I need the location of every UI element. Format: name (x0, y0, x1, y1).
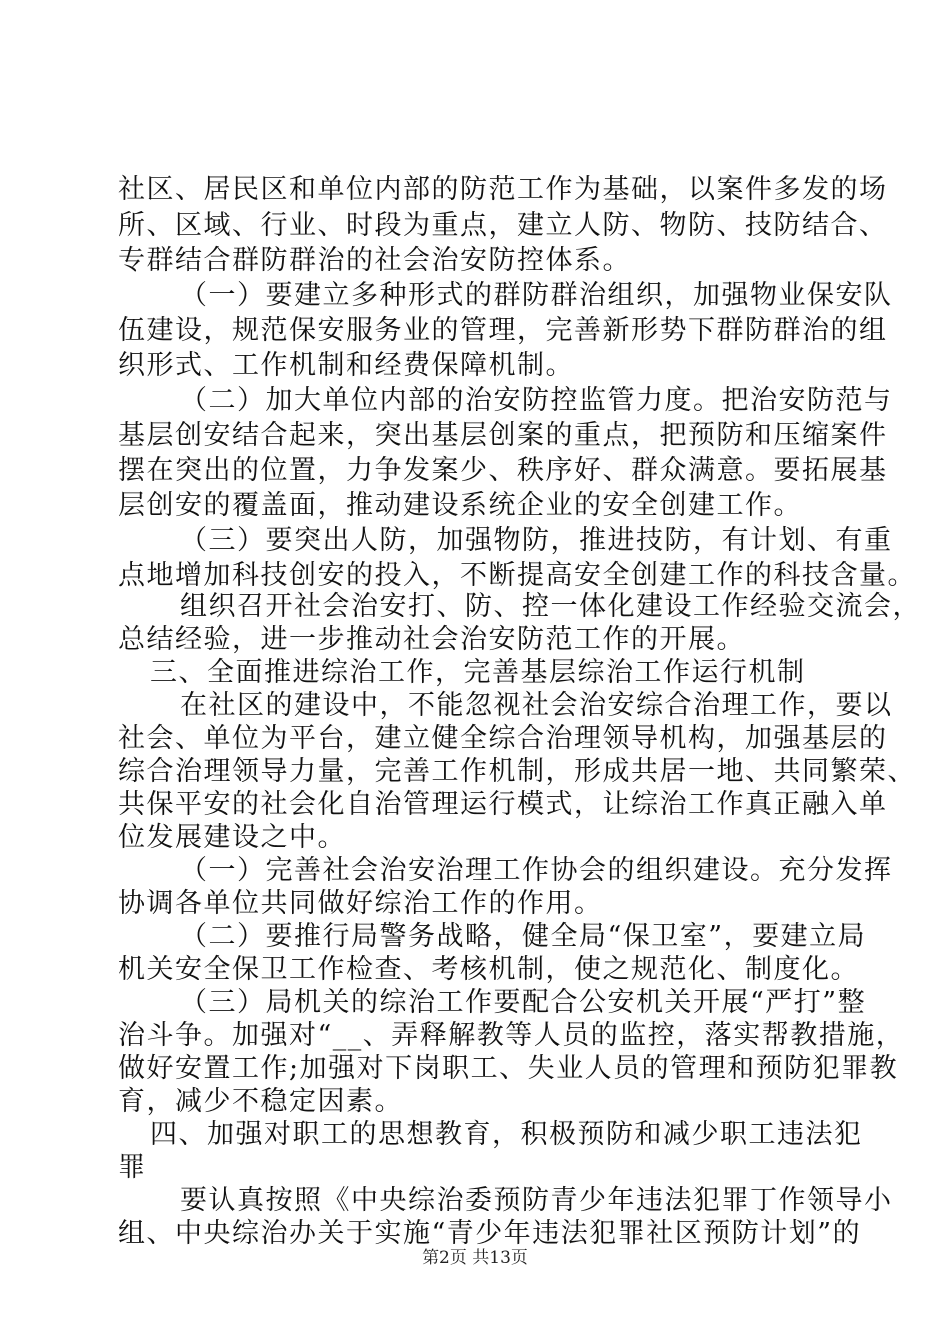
section-heading: 四、加强对职工的思想教育，积极预防和减少职工违法犯 (150, 1119, 863, 1150)
body-text-line: （二）加大单位内部的治安防控监管力度。把治安防范与 (180, 385, 893, 416)
section-heading-cont: 罪 (118, 1152, 147, 1183)
body-text-line: 组织召开社会治安打、防、控一体化建设工作经验交流会， (180, 591, 921, 622)
body-text-line: 点地增加科技创安的投入，不断提高安全创建工作的科技含量。 (118, 560, 916, 591)
body-text-line: 治斗争。加强对“__、弄释解教等人员的监控，落实帮教措施， (118, 1020, 905, 1051)
body-text-line: 协调各单位共同做好综治工作的作用。 (118, 888, 603, 919)
body-text-line: 总结经验，进一步推动社会治安防范工作的开展。 (118, 624, 745, 655)
body-text-line: 要认真按照《中央综治委预防青少年违法犯罪丁作领导小 (180, 1185, 893, 1216)
body-text-line: （一）要建立多种形式的群防群治组织，加强物业保安队 (180, 280, 893, 311)
body-text-line: 伍建设，规范保安服务业的管理，完善新形势下群防群治的组 (118, 315, 888, 346)
body-text-line: 社会、单位为平台，建立健全综合治理领导机构，加强基层的 (118, 723, 888, 754)
body-text-line: （三）要突出人防，加强物防，推进技防，有计划、有重 (180, 525, 893, 556)
body-text-line: 做好安置工作;加强对下岗职工、失业人员的管理和预防犯罪教 (118, 1053, 899, 1084)
body-text-line: 组、中央综治办关于实施“青少年违法犯罪社区预防计划”的 (118, 1218, 862, 1249)
page-footer: 第2页 共13页 (422, 1248, 528, 1268)
body-text-line: 位发展建设之中。 (118, 822, 346, 853)
body-text-line: （一）完善社会治安治理工作协会的组织建设。充分发挥 (180, 855, 893, 886)
body-text-line: 社区、居民区和单位内部的防范工作为基础，以案件多发的场 (118, 174, 888, 205)
body-text-line: 在社区的建设中，不能忽视社会治安综合治理工作，要以 (180, 690, 893, 721)
body-text-line: 专群结合群防群治的社会治安防控体系。 (118, 245, 631, 276)
body-text-line: 摆在突出的位置，力争发案少、秩序好、群众满意。要拓展基 (118, 455, 888, 486)
body-text-line: 共保平安的社会化自治管理运行模式，让综治工作真正融入单 (118, 789, 888, 820)
body-text-line: （三）局机关的综治工作要配合公安机关开展“严打”整 (180, 987, 867, 1018)
body-text-line: 层创安的覆盖面，推动建设系统企业的安全创建工作。 (118, 490, 802, 521)
body-text-line: 所、区域、行业、时段为重点，建立人防、物防、技防结合、 (118, 210, 888, 241)
body-text-line: 基层创安结合起来，突出基层创案的重点，把预防和压缩案件 (118, 420, 888, 451)
body-text-line: （二）要推行局警务战略，健全局“保卫室”，要建立局 (180, 921, 867, 952)
body-text-line: 织形式、工作机制和经费保障机制。 (118, 350, 574, 381)
body-text-line: 育，减少不稳定因素。 (118, 1086, 403, 1117)
section-heading: 三、全面推进综治工作，完善基层综治工作运行机制 (150, 657, 806, 688)
body-text-line: 机关安全保卫工作检查、考核机制，使之规范化、制度化。 (118, 954, 859, 985)
body-text-line: 综合治理领导力量，完善工作机制，形成共居一地、共同繁荣、 (118, 756, 916, 787)
